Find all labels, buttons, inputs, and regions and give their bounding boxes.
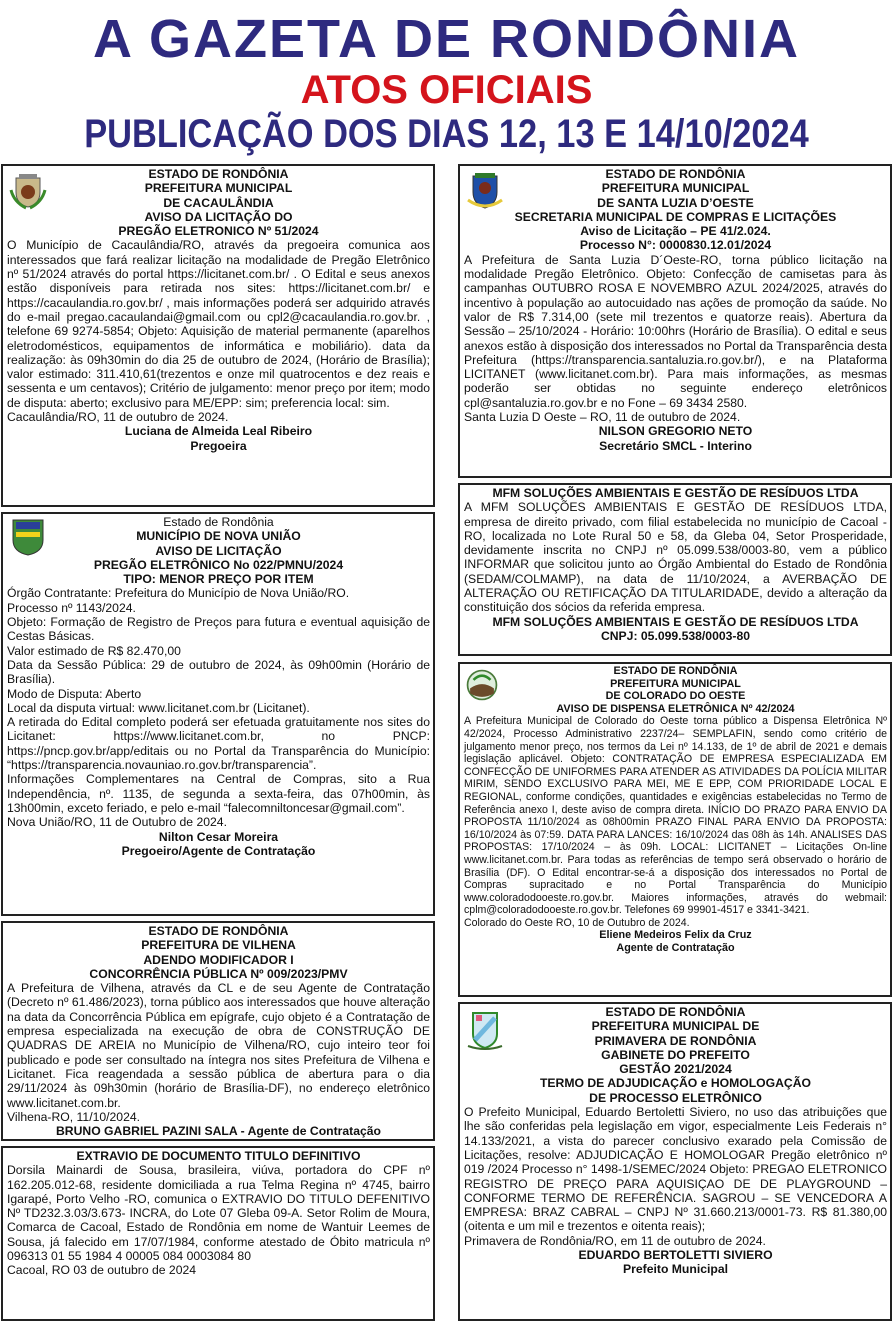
signature bbox=[464, 929, 887, 954]
heading-line: ADENDO MODIFICADOR I bbox=[143, 952, 294, 967]
heading-line: AVISO DE LICITAÇÃO bbox=[155, 543, 282, 558]
heading-line: DE COLORADO DO OESTE bbox=[605, 690, 746, 703]
signer-name: Eliene Medeiros Felix da Cruz bbox=[599, 929, 752, 942]
notice-date: Primavera de Rondônia/RO, em 11 de outubro de 2024. bbox=[464, 1233, 766, 1248]
notice-mfm bbox=[458, 483, 892, 656]
notice-date: Vilhena-RO, 11/10/2024. bbox=[7, 1109, 141, 1124]
notice-colorado bbox=[458, 662, 892, 997]
heading-line: AVISO DE DISPENSA ELETRÔNICA Nº 42/2024 bbox=[556, 702, 795, 715]
signer-name: NILSON GREGORIO NETO bbox=[598, 424, 753, 439]
notice-paragraph: Processo nº 1143/2024. bbox=[7, 600, 136, 615]
colorado-do-oeste-coat-of-arms-icon bbox=[465, 668, 499, 702]
heading-line: PREFEITURA MUNICIPAL bbox=[144, 181, 293, 196]
heading-line: ESTADO DE RONDÔNIA bbox=[605, 1005, 746, 1019]
signer-role: Secretário SMCL - Interino bbox=[599, 438, 752, 453]
notice-body: A Prefeitura de Vilhena, através da CL e de seu Agente de Contratação (Decreto nº 61.486/2023), torna público aos interessados que houve alteração na data da Concorrência Pública em epígrafe, cujo objeto é a Contratação de empresa especializada na execução de obra de CONSTRUÇÃO DE QUADRAS DE AREIA no Município de Vilhena/RO, cujo inteiro teor foi publicado e pode ser consultado na íntegra nos sites Prefeitura de Vilhena e Licitanet. Fica reagendada a sessão pública de abertura para o dia 29/11/2024 às 09h30min (horário de Brasília-DF), no endereço eletrônico www.licitanet.com.br. bbox=[7, 981, 430, 1110]
notice-cacaulandia bbox=[1, 164, 435, 507]
heading-line: ESTADO DE RONDÔNIA bbox=[613, 665, 738, 677]
notice-body: A Prefeitura Municipal de Colorado do Oeste torna público a Dispensa Eletrônica Nº 42/2024, Processo Administrativo 2237/24– SEMPLAFIN, sendo como critério de julgamento menor preço, nos termos da Lei nº 14.133, de 1º de abril de 2021 e demais legislação aplicável. Objeto: CONTRATAÇÃO DE EMPRESA ESPECIALIZADA EM CONFECÇÃO DE UNIFORMES PARA ATENDER AS ATIVIDADES DA POLÍCIA MILITAR MIRIM, SENDO EXCLUSIVO PARA MEI, ME E EPP, COM PRIORIDADE LOCAL E REGIONAL, conforme condições, quantidades e exigências estabelecidas no Termo de Referência anexo I, deste aviso de compra direta. INÍCIO DO PRAZO PARA ENVIO DA PROPOSTA 11/10/2024 as 08h00min PRAZO FINAL PARA ENVIO DA PROPOSTA: 16/10/2024 às 07:59. DATA PARA LANCES: 16/10/2024 das 08h às 14h. ANALISES DAS PROPOSTAS: 17/10/2024 – às 09h. LOCAL: LICITANET – Licitações On-line www.licitanet.com.br. Para todas as referências de tempo será observado o horário de Brasília (DF). O Edital encontrar-se-á a disposição dos interessados no Portal de Compras supracitado e no Portal Transparência do Município www.coloradodooeste.ro.gov.br. Maiores informações, através do webmail: cplm@coloradodooeste.ro.gov.br. Telefones 69 99901-4517 e 3341-3421. bbox=[464, 715, 887, 917]
notice-heading bbox=[464, 1005, 887, 1105]
company-cnpj: CNPJ: 05.099.538/0003-80 bbox=[600, 628, 751, 643]
notice-paragraph: Órgão Contratante: Prefeitura do Município de Nova União/RO. bbox=[7, 586, 350, 601]
heading-line: TERMO DE ADJUDICAÇÃO e HOMOLOGAÇÃO bbox=[539, 1076, 812, 1091]
notice-heading bbox=[464, 486, 887, 500]
notice-heading bbox=[7, 167, 430, 238]
notice-paragraph: Objeto: Formação de Registro de Preços para futura e eventual aquisição de Cestas Básicas. bbox=[7, 615, 430, 644]
heading-line: Aviso de Licitação – PE 41/2.024. bbox=[580, 224, 771, 239]
heading-line: PREGÃO ELETRÔNICO No 022/PMNU/2024 bbox=[93, 557, 344, 572]
santa-luzia-coat-of-arms-icon bbox=[465, 170, 505, 210]
signer-role: Agente de Contratação bbox=[616, 942, 735, 955]
signer-name: Luciana de Almeida Leal Ribeiro bbox=[124, 424, 313, 439]
notice-paragraph: A retirada do Edital completo poderá ser efetuada gratuitamente nos sites do Licitanet: https://www.licitanet.com.br, no PNCP: https://pncp.gov.br/app/editais ou no Portal da Transparência do Município: “https://transparencia.novauniao.ro.gov.br/transparencia”. bbox=[7, 715, 430, 773]
heading-line: AVISO DA LICITAÇÃO DO bbox=[144, 209, 293, 224]
notice-paragraph: Valor estimado de R$ 82.470,00 bbox=[7, 643, 181, 658]
signature bbox=[464, 1248, 887, 1277]
heading-line: PRIMAVERA DE RONDÔNIA bbox=[594, 1033, 757, 1048]
notice-date: Colorado do Oeste RO, 10 de Outubro de 2024. bbox=[464, 916, 690, 929]
notice-heading bbox=[7, 515, 430, 586]
signer-name: Nilton Cesar Moreira bbox=[158, 829, 279, 844]
heading-line: CONCORRÊNCIA PÚBLICA Nº 009/2023/PMV bbox=[89, 966, 348, 981]
company-name: MFM SOLUÇÕES AMBIENTAIS E GESTÃO DE RESÍDUOS LTDA bbox=[492, 614, 859, 629]
heading-line: PREFEITURA MUNICIPAL bbox=[610, 677, 741, 690]
notice-heading bbox=[464, 665, 887, 715]
cacaulandia-coat-of-arms-icon bbox=[8, 170, 48, 210]
heading-line: MFM SOLUÇÕES AMBIENTAIS E GESTÃO DE RESÍDUOS LTDA bbox=[492, 486, 859, 500]
heading-line: Estado de Rondônia bbox=[163, 515, 274, 529]
heading-line: Processo N°: 0000830.12.01/2024 bbox=[579, 238, 772, 253]
notice-vilhena bbox=[1, 921, 435, 1141]
heading-line: PREFEITURA DE VILHENA bbox=[141, 938, 296, 953]
heading-line: PREFEITURA MUNICIPAL bbox=[601, 181, 750, 196]
heading-line: DE SANTA LUZIA D’OESTE bbox=[597, 195, 754, 210]
heading-line: MUNICÍPIO DE NOVA UNIÃO bbox=[136, 529, 301, 544]
signer-role: Pregoeiro/Agente de Contratação bbox=[121, 843, 316, 858]
nova-uniao-coat-of-arms-icon bbox=[8, 516, 48, 556]
notice-body: A Prefeitura de Santa Luzia D´Oeste-RO, torna público licitação na modalidade Pregão Eletrônico. Objeto: Confecção de camisetas para às campanhas OUTUBRO ROSA E NOVEMBRO AZUL 2024/2025, através do incentivo à população ao autocuidado nas ações de promoção da saúde. No valor de R$ 7.314,00 (sete mil trezentos e quatorze reais). Abertura da Sessão – 25/10/2024 - Horário: 10:00hrs (Horário de Brasília). O edital e seus anexos estão à disposição dos interessados no Portal da Transparência desta Prefeitura (https://transparencia.santaluzia.ro.gov.br/), e na Plataforma LICITANET (www.licitanet.com.br). Para mais informações, as mesmas poderão ser obtidas no seguinte endereço eletrônicos cpl@santaluzia.ro.gov.br e no Fone – 69 3434 2580. bbox=[464, 252, 887, 410]
signature bbox=[7, 1124, 430, 1138]
notice-paragraph: Local da disputa virtual: www.licitanet.com.br (Licitanet). bbox=[7, 700, 310, 715]
heading-line: ESTADO DE RONDÔNIA bbox=[148, 924, 289, 938]
notice-extravio bbox=[1, 1146, 435, 1321]
notice-primavera bbox=[458, 1002, 892, 1321]
section-title: ATOS OFICIAIS bbox=[300, 68, 593, 112]
primavera-de-rondonia-coat-of-arms-icon bbox=[465, 1008, 505, 1052]
notice-heading bbox=[7, 1149, 430, 1163]
notice-paragraph: Data da Sessão Pública: 29 de outubro de 2024, às 09h00min (Horário de Brasília). bbox=[7, 657, 430, 687]
heading-line: ESTADO DE RONDÔNIA bbox=[605, 167, 746, 181]
signature bbox=[7, 424, 430, 453]
heading-line: DE PROCESSO ELETRÔNICO bbox=[589, 1090, 762, 1105]
notice-date: Cacoal, RO 03 de outubro de 2024 bbox=[7, 1263, 197, 1278]
heading-line: ESTADO DE RONDÔNIA bbox=[148, 167, 289, 181]
heading-line: PREGÃO ELETRONICO Nº 51/2024 bbox=[118, 224, 319, 239]
notice-paragraph: Informações Complementares na Central de Compras, sito a Rua Independência, nº. 1135, de segunda a sexta-feira, das 07h00min, às 13h00min, exceto feriado, e pelo e-mail “falecomniltoncesar@gmail.com”. bbox=[7, 772, 430, 815]
heading-line: SECRETARIA MUNICIPAL DE COMPRAS E LICITAÇÕES bbox=[514, 209, 837, 224]
notice-heading bbox=[464, 167, 887, 253]
notice-nova-uniao bbox=[1, 512, 435, 916]
heading-line: EXTRAVIO DE DOCUMENTO TITULO DEFINITIVO bbox=[76, 1149, 361, 1163]
signer-role: Prefeito Municipal bbox=[623, 1262, 728, 1277]
heading-line: GESTÃO 2021/2024 bbox=[619, 1062, 732, 1077]
notice-body: O Prefeito Municipal, Eduardo Bertoletti Siviero, no uso das atribuições que lhe são conferidas pela legislação em vigor, especialmente Leis Federais n° 14.133/2021, a vista do parecer conclusivo exarado pela Comissão de Licitações, resolve: ADJUDICAÇÃO E HOMOLOGAR Pregão eletrônico nº 019 /2024 Processo n° 1498-1/SEMEC/2024 Objeto: PREGAO ELETRONICO REGISTRO DE PREÇO PARA AQUISIÇAO DE DE PLAYGROUND – CONFORME TERMO DE REFERÊNCIA. SAGROU – SE VENCEDORA A EMPRESA: BRAZ CABRAL – CNPJ Nº 31.660.213/0001-73. R$ 81.380,00 (oitenta e um mil e trezentos e oitenta reais); bbox=[464, 1105, 887, 1234]
notice-date: Nova União/RO, 11 de Outubro de 2024. bbox=[7, 815, 227, 830]
signer-name: BRUNO GABRIEL PAZINI SALA - Agente de Contratação bbox=[55, 1124, 382, 1139]
heading-line: DE CACAULÂNDIA bbox=[163, 195, 274, 210]
notice-date: Santa Luzia D Oeste – RO, 11 de outubro de 2024. bbox=[464, 410, 741, 425]
newspaper-title: A GAZETA DE RONDÔNIA bbox=[93, 9, 800, 69]
signature bbox=[464, 615, 887, 644]
heading-line: GABINETE DO PREFEITO bbox=[601, 1047, 750, 1062]
signer-role: Pregoeira bbox=[190, 438, 247, 453]
signature bbox=[464, 424, 887, 453]
notice-santa-luzia bbox=[458, 164, 892, 478]
notice-body: A MFM SOLUÇÕES AMBIENTAIS E GESTÃO DE RESÍDUOS LTDA, empresa de direito privado, com filial estabelecida no município de Cacoal - RO, localizada no Lote Rural 50 e 58, da Gleba 04, Setor Prosperidade, devidamente inscrita no CNPJ nº 05.099.538/0003-80, vem a público INFORMAR que solicitou junto ao Órgão Ambiental do Estado de Rondônia (SEDAM/COLMAMP), na data de 11/10/2024, a AVERBAÇÃO DE ALTERAÇÃO OU RETIFICAÇÃO DA TITULARIDADE, devido a alteração da constituição dos sócios da referida empresa. bbox=[464, 500, 887, 615]
signer-name: EDUARDO BERTOLETTI SIVIERO bbox=[578, 1248, 773, 1263]
notice-date: Cacaulândia/RO, 11 de outubro de 2024. bbox=[7, 410, 229, 425]
signature bbox=[7, 830, 430, 859]
publication-dates: PUBLICAÇÃO DOS DIAS 12, 13 E 14/10/2024 bbox=[84, 112, 809, 156]
notice-paragraph: Modo de Disputa: Aberto bbox=[7, 686, 142, 701]
notice-heading bbox=[7, 924, 430, 981]
notice-body: O Município de Cacaulândia/RO, através da pregoeira comunica aos interessados que fará realizar licitação na modalidade de Pregão Eletrônico nº 51/2024 através do portal https://licitanet.com.br/ . O Edital e seus anexos estão disponíveis para retirada nos sites: https://licitanet.com.br/ e https://cacaulandia.ro.gov.br/ , mais informações poderá ser adquirido através do e-mail pregao.cacaulandai@gmail.com ou cpl2@cacaulandia.ro.gov.br. , telefone 69 9274-5854; Objeto: Aquisição de material permanente (aparelhos eletrodomésticos, equipamentos de informática e mobiliário). data da realização: às 09h30min do dia 25 de outubro de 2024, (Horário de Brasília); valor estimado: 311.410,61(trezentos e onze mil quatrocentos e dez reais e sessenta e um centavos); Critério de julgamento: menor preço por item; modo de disputa: aberto; exclusivo para ME/EPP: sim; preferencia local: sim. bbox=[7, 238, 430, 410]
heading-line: TIPO: MENOR PREÇO POR ITEM bbox=[123, 572, 314, 587]
heading-line: PREFEITURA MUNICIPAL DE bbox=[591, 1019, 760, 1034]
notice-body: Dorsila Mainardi de Sousa, brasileira, viúva, portadora do CPF nº 162.205.012-68, residente domiciliada a rua Telma Regina nº 4745, bairro Igarapé, Porto Velho -RO, comunica o EXTRAVIO DO TITULO DEFENITIVO Nº TD232.3.03/3.673- INCRA, do Lote 07 Gleba 09-A. Setor Rolim de Moura, Comarca de Cacoal, Estado de Rondônia em nome de Wantuir Leemes de Sousa, já falecido em 17/07/1984, conforme atestado de Óbito matricula nº 096313 01 55 1984 4 00005 084 0003084 80 bbox=[7, 1163, 430, 1264]
